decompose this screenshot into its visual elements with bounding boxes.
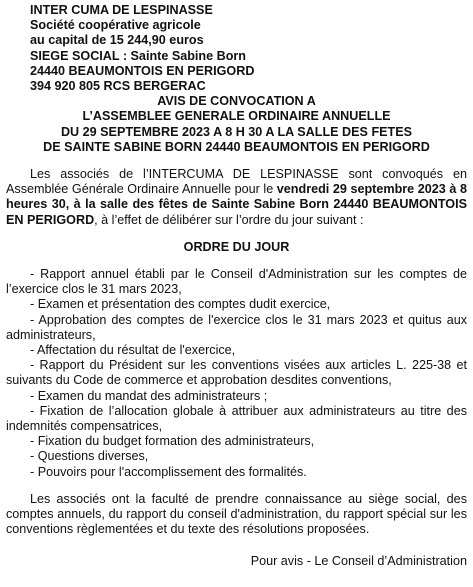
intro-meeting-details: vendredi 29 septembre 2023 à 8 heures 30, à la salle des fêtes de Sainte Sabine Born 24440 BEAUMONTOIS EN PERIGORD [6, 182, 467, 227]
title-line-1: AVIS DE CONVOCATION A [157, 94, 316, 109]
intro-text-1: Les associés de l’INTERCUMA DE LESPINASSE sont convoqués en Assemblée Générale Ordinaire Annuelle pour le [6, 167, 467, 197]
company-seat: SIEGE SOCIAL : Sainte Sabine Born [30, 48, 246, 63]
agenda-heading: ORDRE DU JOUR [183, 239, 290, 254]
company-name: INTER CUMA DE LESPINASSE [30, 3, 213, 17]
company-city: 24440 BEAUMONTOIS EN PERIGORD [30, 63, 255, 78]
title-line-2: L’ASSEMBLEE GENERALE ORDINAIRE ANNUELLE [82, 109, 391, 124]
agenda-item: - Examen et présentation des comptes dudit exercice, [30, 297, 331, 312]
notice-title [30, 94, 467, 155]
agenda-item: - Questions diverses, [30, 449, 149, 464]
agenda-item: - Pouvoirs pour l'accomplissement des formalités. [30, 464, 307, 479]
intro-paragraph [6, 167, 467, 228]
title-line-4: DE SAINTE SABINE BORN 24440 BEAUMONTOIS EN PERIGORD [43, 139, 430, 154]
agenda-item: - Examen du mandat des administrateurs ; [30, 388, 268, 403]
company-header [30, 3, 467, 94]
agenda-item: - Affectation du résultat de l'exercice, [30, 343, 236, 358]
company-rcs: 394 920 805 RCS BERGERAC [30, 79, 206, 94]
agenda-item: - Approbation des comptes de l'exercice clos le 31 mars 2023 et quitus aux administrateurs, [6, 312, 467, 342]
company-capital: au capital de 15 244,90 euros [30, 33, 204, 48]
intro-text-2: , à l’effet de délibérer sur l’ordre du jour suivant : [94, 212, 364, 227]
agenda-item: - Rapport annuel établi par le Conseil d'Administration sur les comptes de l’exercice clos le 31 mars 2023, [6, 267, 467, 297]
agenda-item: - Rapport du Président sur les conventions visées aux articles L. 225-38 et suivants du Code de commerce et approbation desdites conventions, [6, 358, 467, 388]
signature: Pour avis - Le Conseil d’Administration [250, 553, 467, 568]
agenda-item: - Fixation de l’allocation globale à attribuer aux administrateurs au titre des indemnités compensatrices, [6, 403, 467, 434]
agenda-item: - Fixation du budget formation des administrateurs, [30, 434, 315, 449]
company-type: Société coopérative agricole [30, 18, 201, 33]
agenda-list [6, 267, 467, 480]
title-line-3: DU 29 SEPTEMBRE 2023 A 8 H 30 A LA SALLE DES FETES [60, 124, 413, 139]
closing-paragraph: Les associés ont la faculté de prendre connaissance au siège social, des comptes annuels, du rapport du conseil d'administration, du rapport spécial sur les conventions règlementées et du texte des résolutions proposées. [6, 491, 467, 537]
